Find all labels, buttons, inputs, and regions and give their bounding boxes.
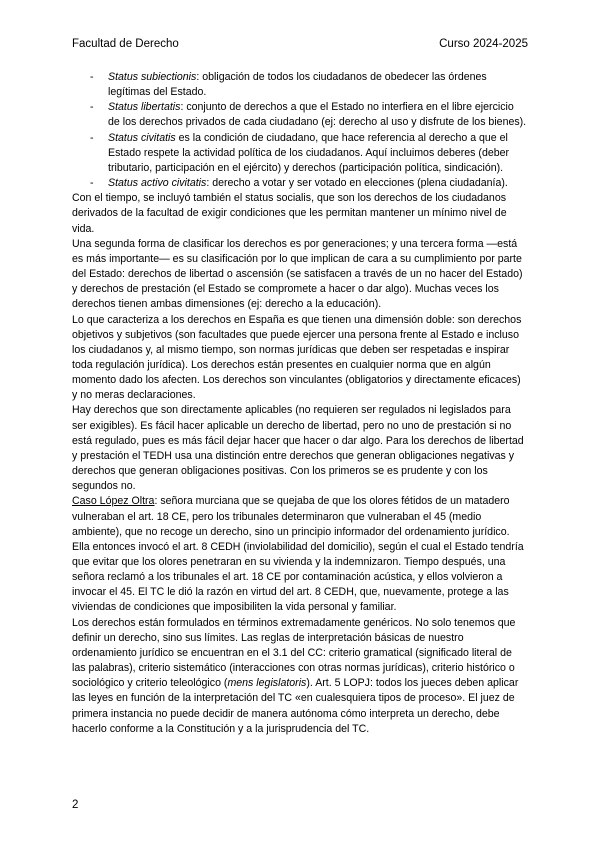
list-item xyxy=(72,176,528,191)
mens-legislatoris: mens legislatoris xyxy=(227,677,307,690)
list-item-term: Status civitatis xyxy=(108,131,176,144)
header-course: Curso 2024-2025 xyxy=(439,38,528,50)
header-faculty: Facultad de Derecho xyxy=(72,38,179,50)
paragraph-status-socialis: Con el tiempo, se incluyó también el status socialis, que son los derechos de los ciudadanos derivados de la facultad de exigir condiciones que les permitan mantener un mínimo nivel de vida. xyxy=(72,192,507,235)
page-header xyxy=(72,37,528,51)
case-text: : señora murciana que se quejaba de que los olores fétidos de un matadero vulneraban el art. 18 CE, pero los tribunales determinaron que vulneraban el 45 (medio ambiente), que no recoge un derecho, sino un principio informador del ordenamiento jurídico. Ella entonces invocó el art. 8 CEDH (inviolabilidad del domicilio), según el cual el Estado tendría que evitar que los olores penetraran en su vivienda y la indemnizaron. Tiempo después, una señora reclamó a los tribunales el art. 18 CE por contaminación acústica, y ellos volvieron a invocar el 45. El TC le dió la razón en virtud del art. 8 CEDH, que, nuevamente, protege a las viviendas de condiciones que imposibiliten la vida personal y familiar. xyxy=(72,495,524,614)
list-item-text: : obligación de todos los ciudadanos de obedecer las órdenes legítimas del Estado. xyxy=(108,71,487,99)
list-item-text: : conjunto de derechos a que el Estado no interfiera en el libre ejercicio de los derechos privados de cada ciudadano (ej: derecho al uso y disfrute de los bienes). xyxy=(108,101,527,129)
interpretation-text-2: ). Art. 5 LOPJ: todos los jueces deben aplicar las leyes en función de la interpretación del TC «en cualesquiera tipos de proceso». El juez de primera instancia no puede decidir de manera autónoma cómo interpreta un derecho, debe hacerlo conforme a la Constitución y a la jurisprudencia del TC. xyxy=(72,677,519,735)
list-item-term: Status activo civitatis xyxy=(108,177,207,190)
list-dash: - xyxy=(90,177,94,190)
list-item xyxy=(72,100,528,130)
paragraph-caso-lopez-oltra xyxy=(72,494,528,615)
list-item-term: Status subiectionis xyxy=(108,71,197,83)
list-item xyxy=(72,131,528,176)
list-item-text: es la condición de ciudadano, que hace referencia al derecho a que el Estado respete la actividad política de los ciudadanos. Aquí incluimos deberes (deber tributario, participación en el ejército) y derechos (participación política, sindicación). xyxy=(108,131,510,174)
paragraph-dimension-doble: Lo que caracteriza a los derechos en España es que tienen una dimensión doble: son derechos objetivos y subjetivos (son facultades que puede ejercer una persona frente al Estado e incluso los ciudadanos y, al mismo tiempo, son normas jurídicas que deben ser respetadas e inspirar toda regulación jurídica). Los derechos están presentes en cualquier norma que en algún momento dado los afecten. Los derechos son vinculantes (obligatorios y directamente eficaces) y no meras declaraciones. xyxy=(72,313,522,402)
interpretation-text-1: Los derechos están formulados en términos extremadamente genéricos. No solo tenemos que definir un derecho, sino sus límites. Las reglas de interpretación básicas de nuestro ordenamiento jurídico se encuentran en el 3.1 del CC: criterio gramatical (significado literal de las palabras), criterio sistemático (interacciones con otras normas jurídicas), criterio histórico o sociológico y criterio teleológico ( xyxy=(72,616,516,690)
list-item-term: Status libertatis xyxy=(108,101,181,114)
case-link[interactable]: Caso López Oltra xyxy=(72,495,155,508)
list-dash: - xyxy=(90,101,94,114)
list-item xyxy=(72,70,528,100)
document-body xyxy=(72,70,528,737)
paragraph-interpretacion xyxy=(72,616,528,737)
page-number: 2 xyxy=(72,799,79,811)
paragraph-aplicables: Hay derechos que son directamente aplicables (no requieren ser regulados ni legislados para ser exigibles). Es fácil hacer aplicable un derecho de libertad, pero no uno de prestación si no está regulado, pues es más fácil dejar hacer que hacer o dar algo. Para los derechos de libertad y prestación el TEDH usa una distinción entre derechos que generan obligaciones negativas y derechos que generan obligaciones positivas. Con los primeros se es prudente y con los segundos no. xyxy=(72,404,524,493)
list-dash: - xyxy=(90,71,94,83)
paragraph-generaciones: Una segunda forma de clasificar los derechos es por generaciones; y una tercera forma —está es más importante— es su clasificación por lo que implican de cara a su cumplimiento por parte del Estado: derechos de libertad o ascensión (se satisfacen a través de un no hacer del Estado) y derechos de prestación (el Estado se compromete a hacer o dar algo). Muchas veces los derechos tienen ambas dimensiones (ej: derecho a la educación). xyxy=(72,237,523,311)
status-list xyxy=(72,70,528,191)
list-dash: - xyxy=(90,131,94,144)
list-item-text: : derecho a votar y ser votado en elecciones (plena ciudadanía). xyxy=(206,177,508,190)
